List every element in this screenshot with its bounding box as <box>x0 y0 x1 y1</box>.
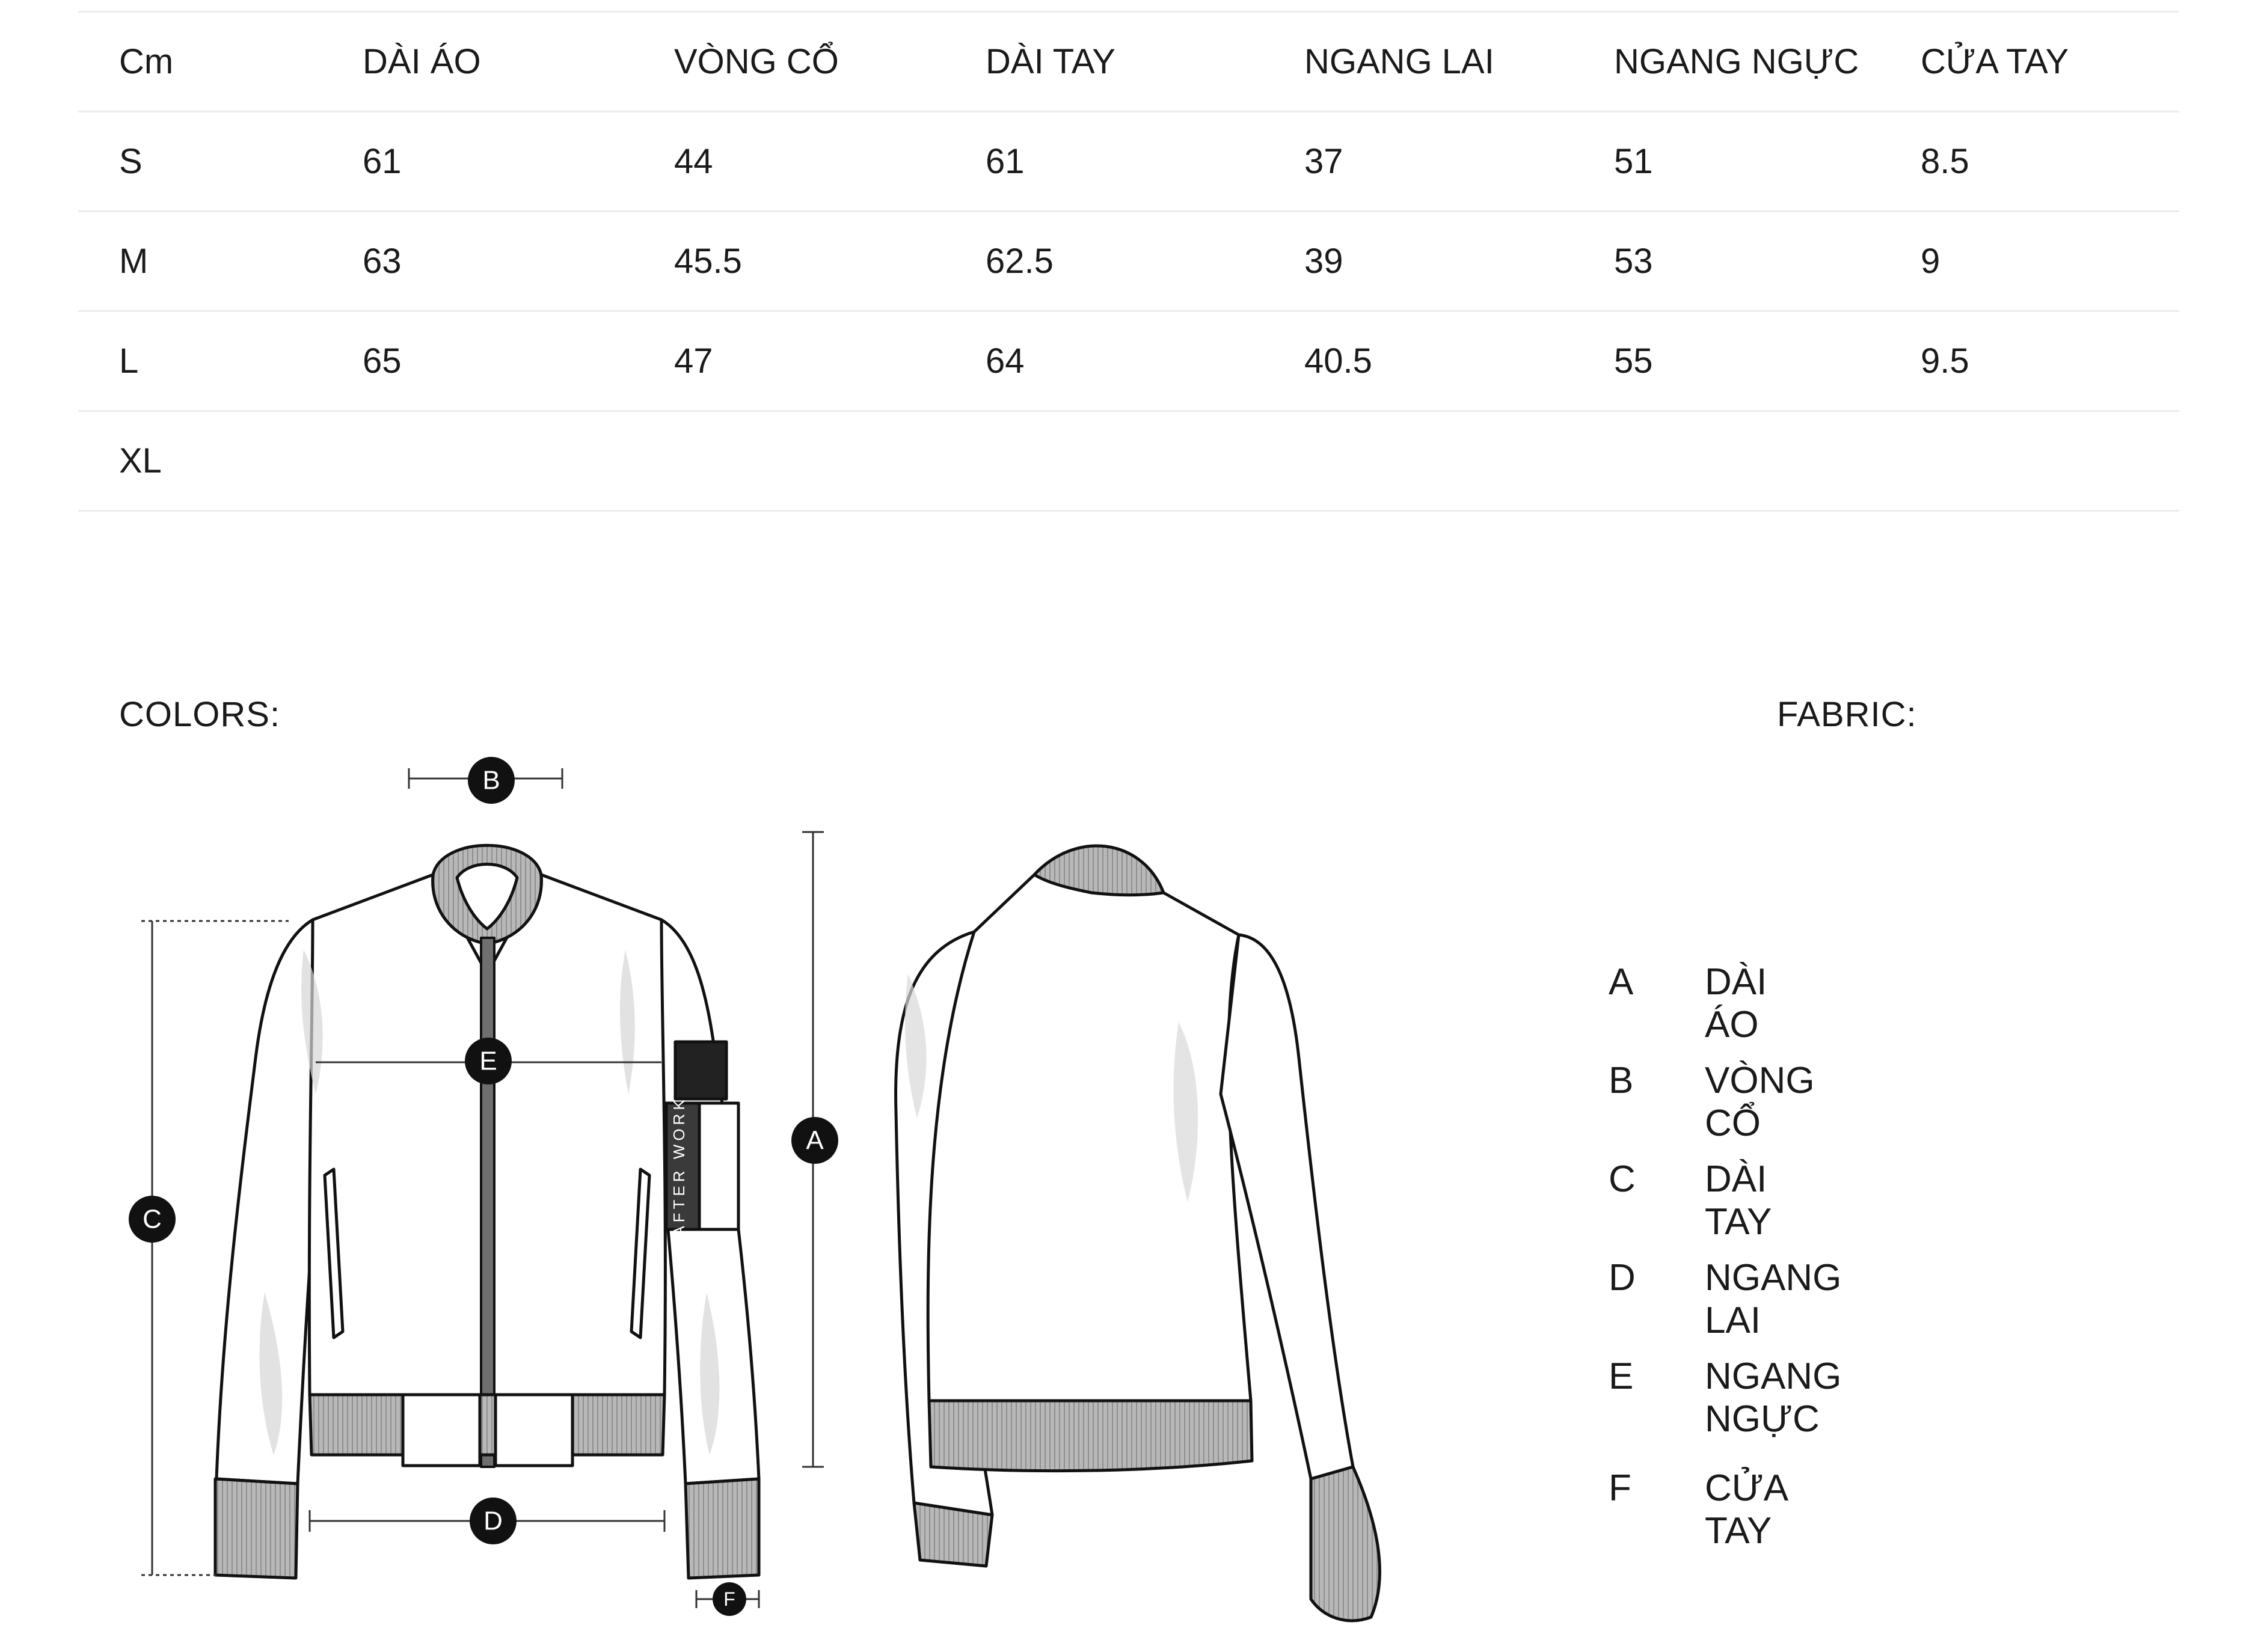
table-cell: 51 <box>1614 112 1921 212</box>
table-cell: 62.5 <box>986 212 1304 311</box>
header-cell-length: DÀI ÁO <box>363 12 674 112</box>
legend-key: B <box>1609 1060 1634 1101</box>
front-left-cuff <box>215 1479 298 1578</box>
front-right-cuff <box>686 1479 759 1578</box>
table-cell: 9.5 <box>1921 311 2179 411</box>
sleeve-label-text: AFTER WORK <box>670 1096 688 1237</box>
table-cell: 40.5 <box>1304 311 1614 411</box>
table-cell: 45.5 <box>674 212 986 311</box>
front-jacket-drawing <box>215 845 759 1578</box>
marker-c-label: C <box>143 1204 162 1234</box>
back-hem-band <box>929 1401 1252 1471</box>
front-hem-band <box>310 1395 664 1455</box>
back-body <box>928 875 1251 1401</box>
table-cell: 9 <box>1921 212 2179 311</box>
legend-key: E <box>1609 1356 1634 1397</box>
colors-label: COLORS: <box>119 695 281 734</box>
fabric-label: FABRIC: <box>1777 695 1917 734</box>
table-cell: 55 <box>1614 311 1921 411</box>
header-cell-cuff: CỬA TAY <box>1921 12 2179 112</box>
legend-name: NGANG NGỰC <box>1705 1356 1842 1440</box>
header-cell-unit: Cm <box>78 12 363 112</box>
table-cell: 8.5 <box>1921 112 2179 212</box>
marker-d <box>470 1498 517 1544</box>
table-cell: 47 <box>674 311 986 411</box>
legend-name: NGANG LAI <box>1705 1257 1842 1341</box>
legend-key: A <box>1609 961 1634 1003</box>
marker-a-label: A <box>806 1125 824 1155</box>
marker-d-label: D <box>483 1506 503 1536</box>
header-cell-sleeve: DÀI TAY <box>986 12 1304 112</box>
marker-e <box>465 1038 512 1085</box>
marker-f-label: F <box>723 1588 735 1610</box>
legend-name: DÀI ÁO <box>1705 961 1767 1045</box>
header-cell-hem: NGANG LAI <box>1304 12 1614 112</box>
marker-e-label: E <box>479 1046 497 1076</box>
header-cell-neck: VÒNG CỔ <box>674 12 986 112</box>
back-jacket-drawing <box>896 846 1380 1621</box>
table-cell: 44 <box>674 112 986 212</box>
table-cell: 61 <box>986 112 1304 212</box>
legend-key: C <box>1609 1158 1636 1200</box>
legend-name: VÒNG CỔ <box>1705 1060 1815 1144</box>
back-left-cuff <box>914 1503 992 1566</box>
legend-key: F <box>1609 1467 1631 1509</box>
table-cell: 65 <box>363 311 674 411</box>
size-cell: XL <box>78 411 363 511</box>
size-cell: S <box>78 112 363 212</box>
header-cell-chest: NGANG NGỰC <box>1614 12 1921 112</box>
size-cell: L <box>78 311 363 411</box>
marker-b <box>468 757 515 804</box>
marker-b-label: B <box>482 765 500 795</box>
back-right-cuff <box>1311 1467 1379 1621</box>
table-cell: 64 <box>986 311 1304 411</box>
legend-name: CỬA TAY <box>1705 1467 1787 1552</box>
marker-a <box>791 1117 838 1164</box>
marker-c <box>129 1196 176 1243</box>
marker-f <box>713 1582 746 1616</box>
sleeve-patch <box>675 1042 726 1099</box>
size-cell: M <box>78 212 363 311</box>
legend-key: D <box>1609 1257 1636 1299</box>
front-zipper <box>481 938 494 1467</box>
table-cell: 63 <box>363 212 674 311</box>
table-cell: 53 <box>1614 212 1921 311</box>
table-cell: 39 <box>1304 212 1614 311</box>
legend-name: DÀI TAY <box>1705 1158 1772 1243</box>
table-cell: 37 <box>1304 112 1614 212</box>
table-cell: 61 <box>363 112 674 212</box>
